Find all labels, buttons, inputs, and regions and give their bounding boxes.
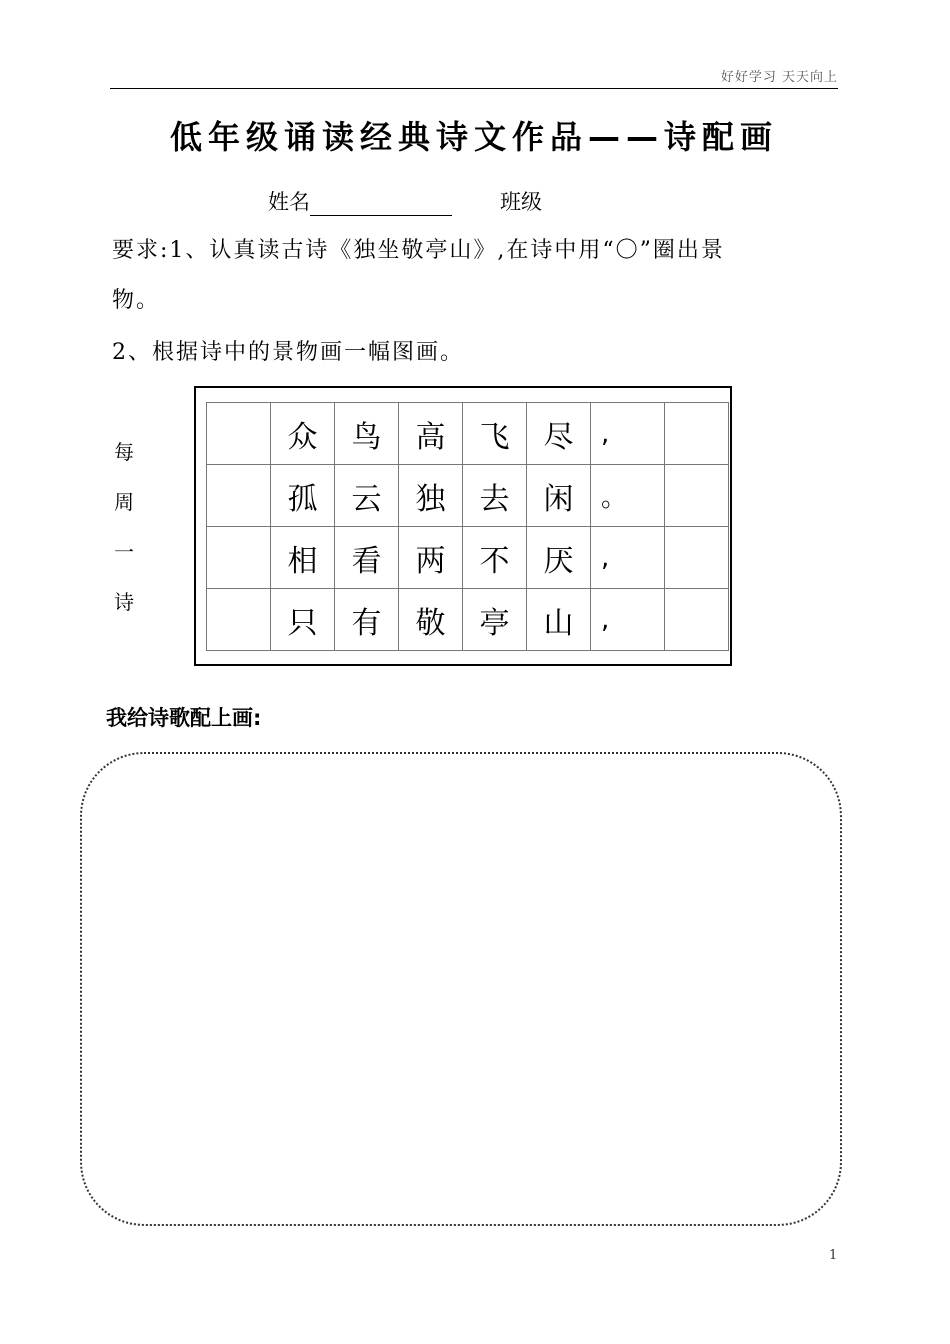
poem-char[interactable]: 两: [399, 527, 463, 589]
poem-char[interactable]: 闲: [527, 465, 591, 527]
drawing-heading: 我给诗歌配上画:: [106, 706, 262, 730]
poem-cell-empty: [207, 465, 271, 527]
poem-char[interactable]: 敬: [399, 589, 463, 651]
poem-row: [207, 403, 729, 465]
poem-char[interactable]: 尽: [527, 403, 591, 465]
poem-char[interactable]: 亭: [463, 589, 527, 651]
poem-char[interactable]: 看: [335, 527, 399, 589]
poem-char[interactable]: 独: [399, 465, 463, 527]
page-title: 低年级诵读经典诗文作品——诗配画: [169, 118, 778, 156]
side-label: [114, 436, 138, 636]
poem-punctuation: ,: [591, 589, 665, 651]
poem-punctuation: ,: [591, 527, 665, 589]
poem-cell-empty: [665, 403, 729, 465]
page-number: 1: [829, 1248, 838, 1263]
name-blank[interactable]: [310, 191, 452, 216]
poem-char[interactable]: 云: [335, 465, 399, 527]
requirement-line-1: 要求:1、认真读古诗《独坐敬亭山》,在诗中用“〇”圈出景: [112, 238, 725, 263]
poem-char[interactable]: 孤: [271, 465, 335, 527]
name-class-fields: [268, 186, 542, 216]
poem-punctuation: 。: [591, 465, 665, 527]
poem-row: [207, 527, 729, 589]
side-label-char: 一: [114, 540, 134, 564]
poem-char[interactable]: 只: [271, 589, 335, 651]
poem-frame: [194, 386, 732, 666]
drawing-area[interactable]: [80, 752, 842, 1226]
requirement-line-2: 2、根据诗中的景物画一幅图画。: [112, 340, 464, 365]
poem-grid: [206, 402, 729, 651]
poem-punctuation: ,: [591, 403, 665, 465]
class-label: 班级: [500, 190, 542, 214]
poem-char[interactable]: 飞: [463, 403, 527, 465]
header-text: 好好学习 天天向上: [720, 70, 838, 85]
poem-char[interactable]: 有: [335, 589, 399, 651]
poem-row: [207, 465, 729, 527]
poem-row: [207, 589, 729, 651]
poem-char[interactable]: 厌: [527, 527, 591, 589]
poem-char[interactable]: 相: [271, 527, 335, 589]
poem-char[interactable]: 众: [271, 403, 335, 465]
poem-char[interactable]: 山: [527, 589, 591, 651]
poem-char[interactable]: 去: [463, 465, 527, 527]
requirement-line-1-continued: 物。: [112, 288, 161, 313]
poem-char[interactable]: 鸟: [335, 403, 399, 465]
side-label-char: 周: [114, 490, 134, 514]
poem-cell-empty: [207, 527, 271, 589]
poem-char[interactable]: 高: [399, 403, 463, 465]
header-divider: [110, 88, 838, 89]
side-label-char: 诗: [114, 590, 134, 614]
name-label: 姓名: [268, 190, 310, 214]
poem-char[interactable]: 不: [463, 527, 527, 589]
poem-cell-empty: [207, 589, 271, 651]
poem-cell-empty: [207, 403, 271, 465]
poem-cell-empty: [665, 589, 729, 651]
side-label-char: 每: [114, 440, 134, 464]
poem-cell-empty: [665, 465, 729, 527]
poem-cell-empty: [665, 527, 729, 589]
